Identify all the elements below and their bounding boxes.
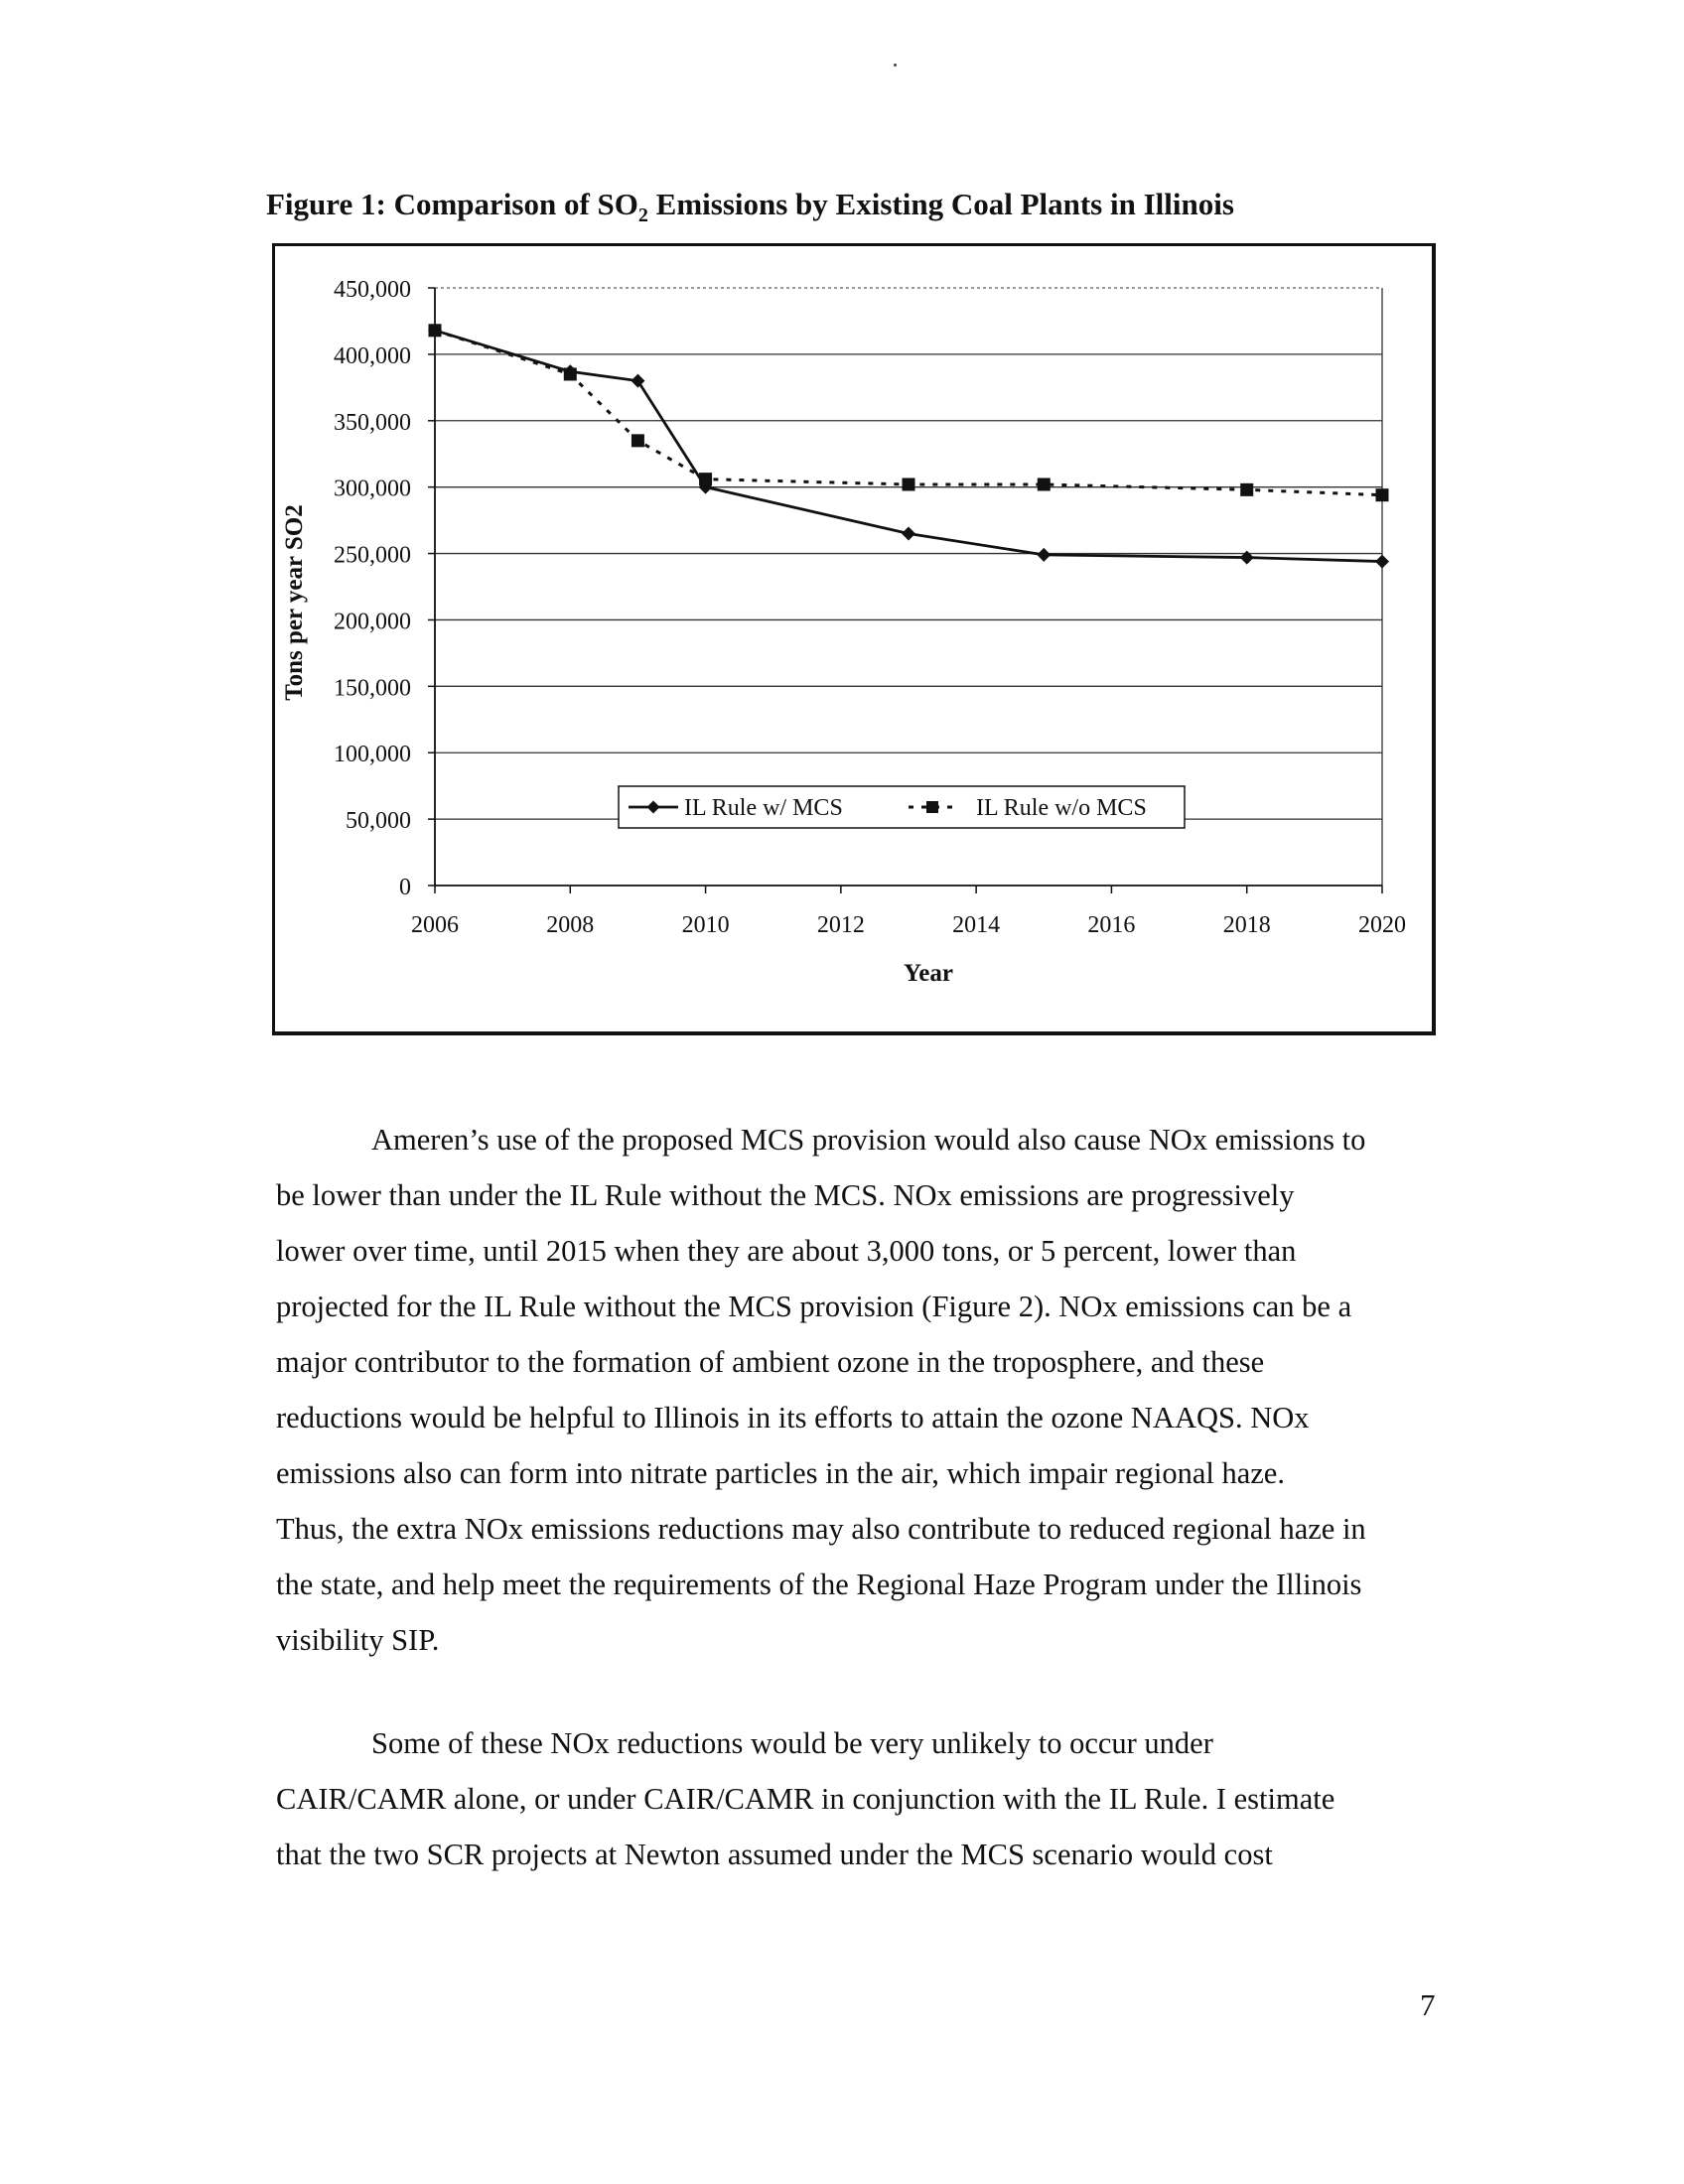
x-axis-title: Year — [904, 960, 953, 987]
text-line: emissions also can form into nitrate particles in the air, which impair regional haze. — [276, 1456, 1285, 1490]
text-line: the state, and help meet the requirements of the Regional Haze Program under the Illinois — [276, 1568, 1362, 1601]
point-diamond — [1375, 555, 1389, 569]
series — [428, 324, 1389, 569]
point-diamond — [631, 374, 644, 388]
series-il-rule-without-mcs — [429, 324, 1389, 501]
point-square — [564, 367, 577, 380]
point-square — [903, 478, 915, 490]
point-square — [429, 324, 442, 337]
y-tick-label: 150,000 — [334, 675, 411, 702]
text-line: visibility SIP. — [276, 1623, 440, 1657]
text-line: reductions would be helpful to Illinois in its efforts to attain the ozone NAAQS. NOx — [276, 1401, 1310, 1434]
y-tick-label: 0 — [399, 875, 411, 900]
y-tick-label: 50,000 — [346, 808, 411, 835]
x-tick-label: 2020 — [1358, 912, 1406, 938]
page-number: 7 — [1420, 1987, 1436, 2022]
y-axis-title: Tons per year SO2 — [281, 504, 308, 701]
text-line: projected for the IL Rule without the MCS provision (Figure 2). NOx emissions can be a — [276, 1290, 1352, 1323]
y-tick-label: 100,000 — [334, 742, 411, 768]
text-line: that the two SCR projects at Newton assumed under the MCS scenario would cost — [276, 1838, 1273, 1871]
point-diamond — [902, 526, 915, 540]
y-tick-label: 350,000 — [334, 409, 411, 436]
y-tick-label: 250,000 — [334, 542, 411, 569]
text-line: lower over time, until 2015 when they are about 3,000 tons, or 5 percent, lower than — [276, 1234, 1297, 1268]
text-line: Some of these NOx reductions would be very unlikely to occur under — [371, 1726, 1213, 1760]
y-tick-label: 400,000 — [334, 342, 411, 369]
legend — [619, 786, 1185, 828]
point-square — [1038, 478, 1051, 490]
series-line — [435, 331, 1382, 495]
y-tick-label: 300,000 — [334, 476, 411, 502]
figure-title: Figure 1: Comparison of $SO_2$ Emissions by Existing Coal Plants in Illinois — [266, 187, 1234, 227]
text-line: be lower than under the IL Rule without the MCS. NOx emissions are progressively — [276, 1178, 1295, 1212]
point-square — [926, 801, 938, 813]
axes — [281, 277, 1406, 987]
paragraph-nox-lower — [276, 1112, 1458, 1668]
point-square — [1376, 488, 1389, 501]
point-square — [1240, 483, 1253, 496]
x-tick-label: 2006 — [411, 912, 459, 938]
y-tick-label: 200,000 — [334, 609, 411, 635]
text-line: Ameren’s use of the proposed MCS provision would also cause NOx emissions to — [371, 1123, 1366, 1157]
x-tick-label: 2016 — [1087, 912, 1136, 938]
legend-label: IL Rule w/o MCS — [976, 795, 1147, 821]
point-square — [699, 473, 712, 485]
legend-label: IL Rule w/ MCS — [684, 795, 843, 821]
text-line: Thus, the extra NOx emissions reductions may also contribute to reduced regional haze in — [276, 1512, 1366, 1546]
x-tick-label: 2008 — [546, 912, 595, 938]
x-tick-label: 2014 — [952, 912, 1001, 938]
x-tick-label: 2018 — [1222, 912, 1271, 938]
series-il-rule-with-mcs — [428, 324, 1389, 569]
text-line: major contributor to the formation of ambient ozone in the troposphere, and these — [276, 1345, 1265, 1379]
y-tick-label: 450,000 — [334, 277, 411, 303]
paragraph-nox-reductions — [276, 1715, 1458, 1882]
x-tick-label: 2012 — [816, 912, 865, 938]
text-line: CAIR/CAMR alone, or under CAIR/CAMR in conjunction with the IL Rule. I estimate — [276, 1782, 1335, 1816]
x-tick-label: 2010 — [681, 912, 730, 938]
point-square — [632, 434, 644, 447]
point-diamond — [1037, 548, 1051, 562]
point-diamond — [1240, 551, 1254, 565]
